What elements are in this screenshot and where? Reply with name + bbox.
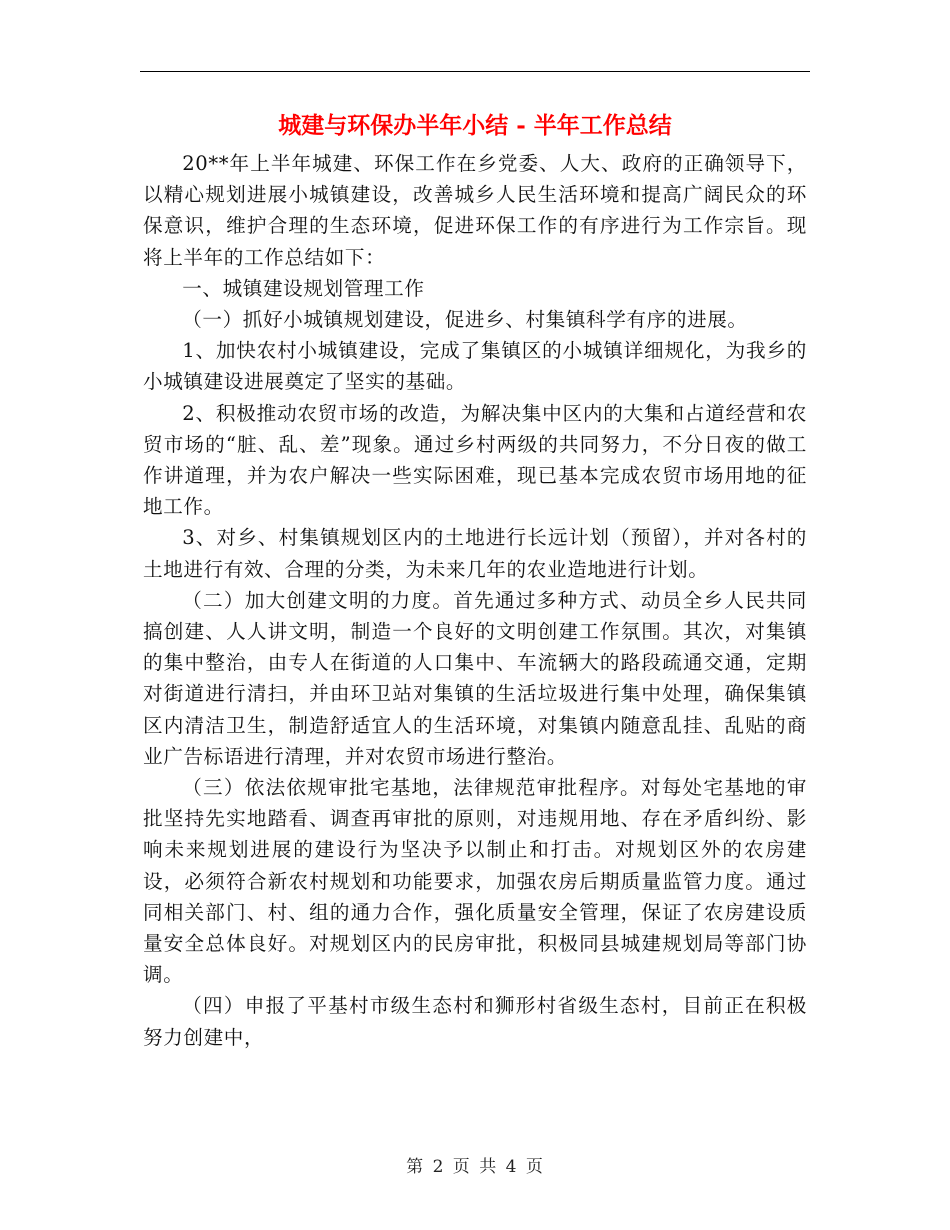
paragraph-item-1: 1、加快农村小城镇建设，完成了集镇区的小城镇详细规化，为我乡的小城镇建设进展奠定了坚实的基础。 (143, 339, 807, 394)
paragraph-item-3: 3、对乡、村集镇规划区内的土地进行长远计划（预留），并对各村的土地进行有效、合理的分类，为未来几年的农业造地进行计划。 (143, 526, 807, 581)
document-body (143, 148, 807, 1053)
page-number-footer: 第 2 页 共 4 页 (406, 1157, 544, 1177)
paragraph-intro: 20**年上半年城建、环保工作在乡党委、人大、政府的正确领导下，以精心规划进展小城镇建设，改善城乡人民生活环境和提高广阔民众的环保意识，维护合理的生态环境，促进环保工作的有序进行为工作宗旨。现将上半年的工作总结如下： (143, 152, 807, 269)
section-heading-1: 一、城镇建设规划管理工作 (182, 276, 425, 300)
header-rule (140, 71, 810, 72)
paragraph-item-2: 2、积极推动农贸市场的改造，为解决集中区内的大集和占道经营和农贸市场的“脏、乱、差”现象。通过乡村两级的共同努力，不分日夜的做工作讲道理，并为农户解决一些实际困难，现已基本完成农贸市场用地的征地工作。 (143, 401, 807, 519)
paragraph-subsection-2: （二）加大创建文明的力度。首先通过多种方式、动员全乡人民共同搞创建、人人讲文明，制造一个良好的文明创建工作氛围。其次，对集镇的集中整治，由专人在街道的人口集中、车流辆大的路段疏通交通，定期对街道进行清扫，并由环卫站对集镇的生活垃圾进行集中处理，确保集镇区内清洁卫生，制造舒适宜人的生活环境，对集镇内随意乱挂、乱贴的商业广告标语进行清理，并对农贸市场进行整治。 (143, 588, 807, 768)
paragraph-subsection-3: （三）依法依规审批宅基地，法律规范审批程序。对每处宅基地的审批坚持先实地踏看、调查再审批的原则，对违规用地、存在矛盾纠纷、影响未来规划进展的建设行为坚决予以制止和打击。对规划区外的农房建设，必须符合新农村规划和功能要求，加强农房后期质量监管力度。通过同相关部门、村、组的通力合作，强化质量安全管理，保证了农房建设质量安全总体良好。对规划区内的民房审批，积极同县城建规划局等部门协调。 (143, 776, 807, 987)
subsection-heading-1: （一）抓好小城镇规划建设，促进乡、村集镇科学有序的进展。 (182, 308, 748, 332)
document-title: 城建与环保办半年小结 - 半年工作总结 (278, 112, 672, 139)
paragraph-subsection-4: （四）申报了平基村市级生态村和狮形村省级生态村，目前正在积极努力创建中， (143, 994, 807, 1049)
